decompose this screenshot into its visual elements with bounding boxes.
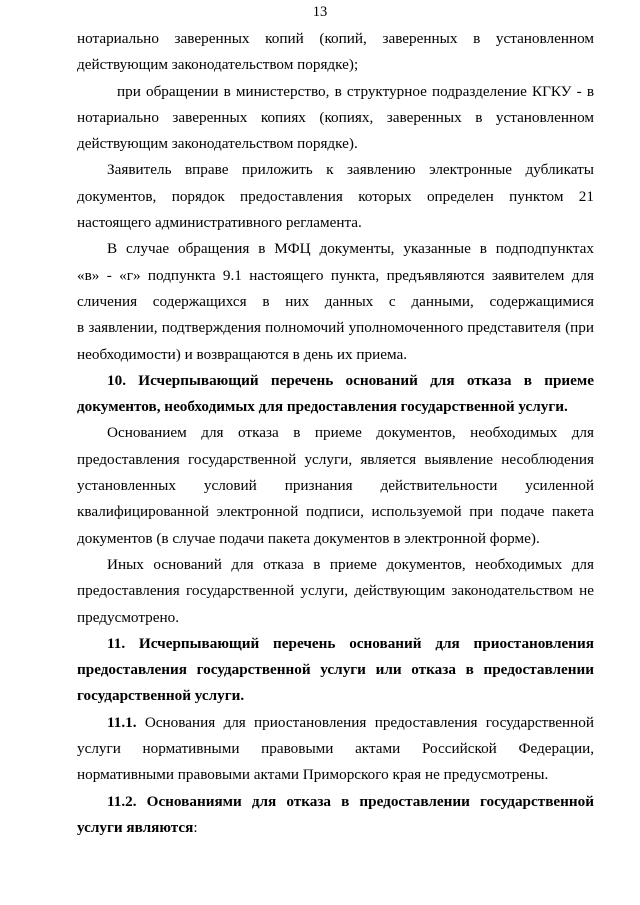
paragraph-text: Основания для приостановления предоставления государственной [136, 713, 594, 731]
page-number: 13 [312, 4, 328, 20]
paragraph-line: документов (в случае подачи пакета документов в электронной форме). [77, 529, 540, 547]
section-heading [77, 631, 594, 657]
paragraph-line: необходимости) и возвращаются в день их приема. [77, 345, 408, 363]
section-heading-text: 10. Исчерпывающий перечень оснований для отказа в приеме [107, 371, 594, 389]
paragraph-line: предусмотрено. [77, 608, 180, 626]
paragraph-line: квалифицированной электронной подписи, используемой при подаче пакета [77, 503, 594, 521]
section-heading-text: 11. Исчерпывающий перечень оснований для приостановления [107, 634, 594, 652]
subsection-paragraph [77, 815, 594, 841]
subsection-heading-text: 11.2. Основаниями для отказа в предоставлении государственной [107, 792, 594, 810]
paragraph-line: предоставления государственной услуги, является выявление несоблюдения [77, 450, 594, 468]
subsection-paragraph [77, 710, 594, 736]
paragraph-line: действующим законодательством порядке). [77, 135, 358, 153]
paragraph-line: предоставления государственной услуги, действующим законодательством не [77, 582, 594, 600]
section-heading-text: государственной услуги. [77, 687, 245, 705]
paragraph-line: в заявлении, подтверждения полномочий уполномоченного представителя (при [77, 319, 594, 337]
paragraph-line: при обращении в министерство, в структурное подразделение КГКУ - в [117, 82, 594, 100]
section-heading-text: предоставления государственной услуги или отказа в предоставлении [77, 661, 594, 679]
document-body [77, 26, 594, 841]
paragraph-line: «в» - «г» подпункта 9.1 настоящего пункта, предъявляются заявителем для [77, 266, 594, 284]
paragraph-line: сличения содержащихся в них данных с данными, содержащимися [77, 292, 594, 310]
paragraph-line: Иных оснований для отказа в приеме документов, необходимых для [107, 555, 594, 573]
paragraph-line: Заявитель вправе приложить к заявлению электронные дубликаты [107, 161, 594, 179]
paragraph-text: : [193, 818, 198, 836]
subsection-number: 11.1. [107, 713, 137, 731]
paragraph-line: документов, порядок предоставления которых определен пунктом 21 [77, 187, 594, 205]
subsection-heading-text: услуги являются [77, 818, 194, 836]
paragraph-line: услуги нормативными правовыми актами Российской Федерации, [77, 740, 594, 758]
paragraph-line: действующим законодательством порядке); [77, 56, 359, 74]
paragraph-line: настоящего административного регламента. [77, 214, 362, 232]
paragraph-line: В случае обращения в МФЦ документы, указанные в подподпунктах [107, 240, 594, 258]
subsection-paragraph [77, 789, 594, 815]
section-heading [77, 657, 594, 683]
paragraph-line: нормативными правовыми актами Приморского края не предусмотрены. [77, 766, 549, 784]
section-heading [77, 683, 594, 709]
paragraph-line: Основанием для отказа в приеме документов, необходимых для [107, 424, 594, 442]
section-heading-text: документов, необходимых для предоставления государственной услуги. [77, 398, 568, 416]
paragraph-line: нотариально заверенных копий (копий, заверенных в установленном [77, 30, 594, 47]
section-heading [77, 394, 594, 420]
paragraph-line: нотариально заверенных копиях (копиях, заверенных в установленном [77, 108, 594, 126]
paragraph-line: установленных условий признания действительности усиленной [77, 477, 594, 495]
section-heading [77, 368, 594, 394]
